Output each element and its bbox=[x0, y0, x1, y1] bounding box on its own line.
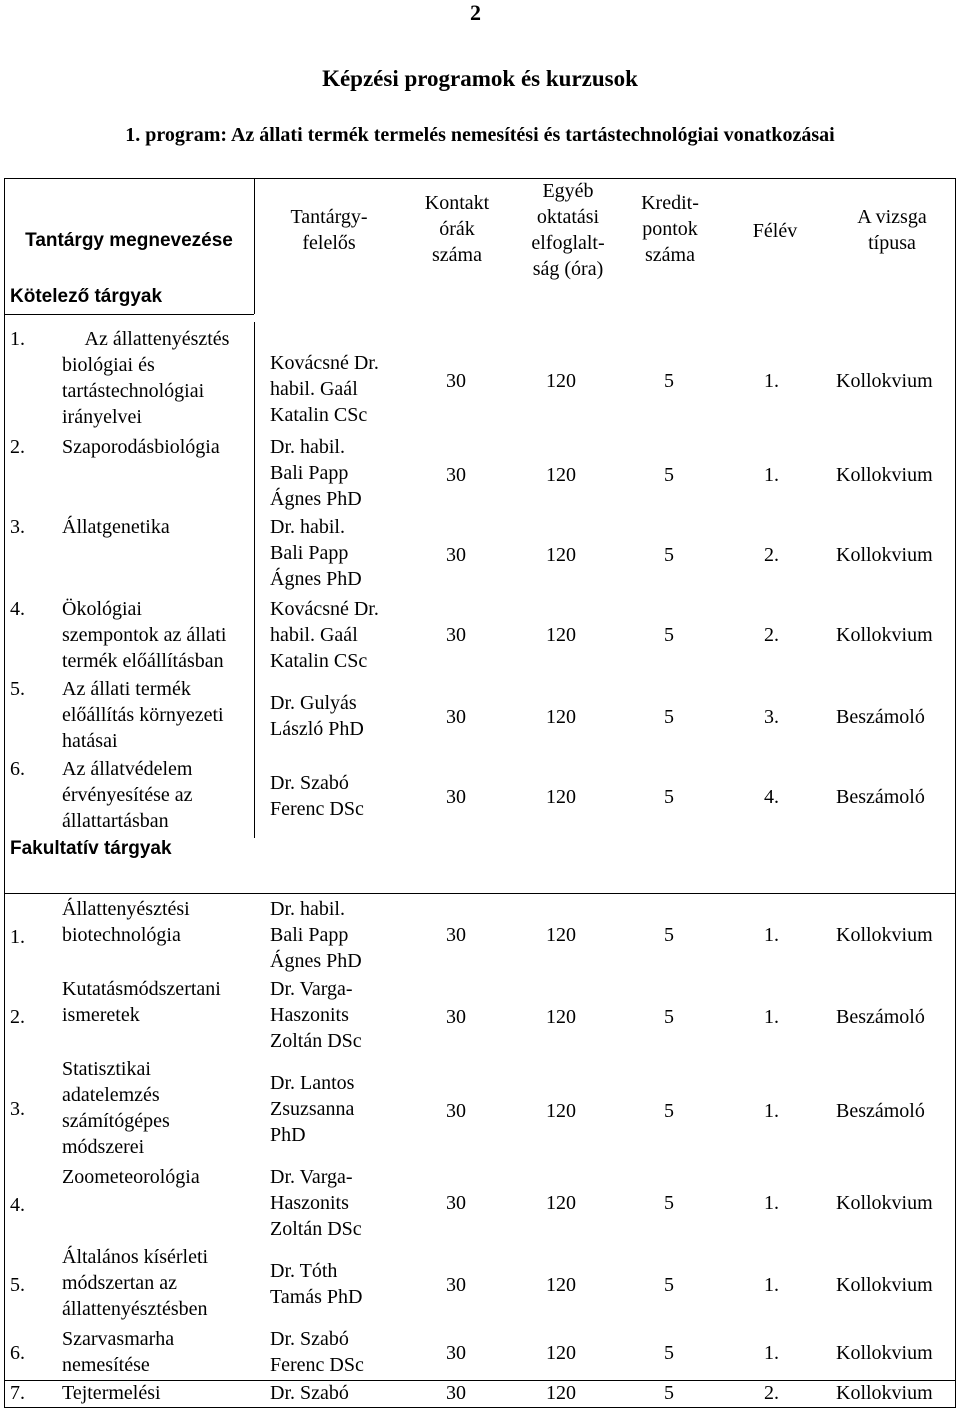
semester: 1. bbox=[764, 370, 779, 392]
exam-type: Kollokvium bbox=[836, 370, 933, 392]
row-number: 1. bbox=[10, 926, 25, 948]
contact-hours: 30 bbox=[446, 624, 466, 646]
credits: 5 bbox=[664, 1342, 674, 1364]
contact-hours: 30 bbox=[446, 786, 466, 808]
row-number: 1. bbox=[10, 328, 25, 350]
exam-type: Kollokvium bbox=[836, 1192, 933, 1214]
contact-hours: 30 bbox=[446, 924, 466, 946]
responsible-person: Dr. Szabó bbox=[270, 1382, 349, 1404]
header-subject: Tantárgy megnevezése bbox=[25, 230, 233, 251]
exam-type: Kollokvium bbox=[836, 464, 933, 486]
other-hours: 120 bbox=[546, 464, 576, 486]
responsible-person: Kovácsné Dr. habil. Gaál Katalin CSc bbox=[270, 598, 379, 672]
other-hours: 120 bbox=[546, 624, 576, 646]
row-number: 6. bbox=[10, 1342, 25, 1364]
other-hours: 120 bbox=[546, 786, 576, 808]
semester: 1. bbox=[764, 1100, 779, 1122]
responsible-person: Dr. Varga- Haszonits Zoltán DSc bbox=[270, 1166, 362, 1240]
subject-name: Az állati termék előállítás környezeti hatásai bbox=[62, 678, 224, 752]
subject-name: Tejtermelési bbox=[62, 1382, 161, 1404]
header-divider bbox=[254, 178, 255, 314]
semester: 1. bbox=[764, 464, 779, 486]
header-contact-hours: Kontakt órák száma bbox=[424, 192, 490, 266]
subject-name: Szaporodásbiológia bbox=[62, 436, 220, 458]
row-number: 4. bbox=[10, 1194, 25, 1216]
header-other-hours: Egyéb oktatási elfoglalt- ság (óra) bbox=[531, 180, 605, 280]
other-hours: 120 bbox=[546, 544, 576, 566]
other-hours: 120 bbox=[546, 1100, 576, 1122]
other-hours: 120 bbox=[546, 706, 576, 728]
credits: 5 bbox=[664, 1274, 674, 1296]
optional-section-divider bbox=[4, 893, 956, 894]
responsible-person: Kovácsné Dr. habil. Gaál Katalin CSc bbox=[270, 352, 379, 426]
subject-name: Kutatásmódszertani ismeretek bbox=[62, 978, 221, 1026]
subject-name: Statisztikai adatelemzés számítógépes módszerei bbox=[62, 1058, 170, 1158]
page-number: 2 bbox=[470, 0, 481, 25]
contact-hours: 30 bbox=[446, 706, 466, 728]
responsible-person: Dr. habil. Bali Papp Ágnes PhD bbox=[270, 898, 362, 972]
responsible-person: Dr. Gulyás László PhD bbox=[270, 692, 364, 740]
credits: 5 bbox=[664, 370, 674, 392]
contact-hours: 30 bbox=[446, 1006, 466, 1028]
contact-hours: 30 bbox=[446, 1342, 466, 1364]
other-hours: 120 bbox=[546, 1342, 576, 1364]
credits: 5 bbox=[664, 1192, 674, 1214]
credits: 5 bbox=[664, 1100, 674, 1122]
other-hours: 120 bbox=[546, 924, 576, 946]
exam-type: Beszámoló bbox=[836, 1100, 925, 1122]
responsible-person: Dr. habil. Bali Papp Ágnes PhD bbox=[270, 436, 362, 510]
contact-hours: 30 bbox=[446, 544, 466, 566]
credits: 5 bbox=[664, 1006, 674, 1028]
contact-hours: 30 bbox=[446, 370, 466, 392]
credits: 5 bbox=[664, 706, 674, 728]
row-number: 4. bbox=[10, 598, 25, 620]
program-heading: 1. program: Az állati termék termelés nemesítési és tartástechnológiai vonatkozásai bbox=[125, 124, 835, 146]
row-number: 2. bbox=[10, 1006, 25, 1028]
subject-name: Az állatvédelem érvényesítése az állattartásban bbox=[62, 758, 193, 832]
row-number: 6. bbox=[10, 758, 25, 780]
exam-type: Kollokvium bbox=[836, 544, 933, 566]
semester: 2. bbox=[764, 544, 779, 566]
credits: 5 bbox=[664, 924, 674, 946]
subject-name: Szarvasmarha nemesítése bbox=[62, 1328, 175, 1376]
subject-name: Zoometeorológia bbox=[62, 1166, 200, 1188]
semester: 2. bbox=[764, 624, 779, 646]
subject-name: Állatgenetika bbox=[62, 516, 170, 538]
semester: 1. bbox=[764, 1274, 779, 1296]
exam-type: Kollokvium bbox=[836, 1342, 933, 1364]
responsible-person: Dr. Varga- Haszonits Zoltán DSc bbox=[270, 978, 362, 1052]
mandatory-label-underline bbox=[4, 314, 254, 315]
semester: 1. bbox=[764, 1342, 779, 1364]
exam-type: Kollokvium bbox=[836, 1382, 933, 1404]
semester: 1. bbox=[764, 924, 779, 946]
responsible-person: Dr. Lantos Zsuzsanna PhD bbox=[270, 1072, 355, 1146]
credits: 5 bbox=[664, 1382, 674, 1404]
subject-column-divider bbox=[254, 322, 255, 838]
contact-hours: 30 bbox=[446, 464, 466, 486]
page-title: Képzési programok és kurzusok bbox=[322, 66, 638, 91]
semester: 1. bbox=[764, 1006, 779, 1028]
exam-type: Kollokvium bbox=[836, 624, 933, 646]
row-number: 2. bbox=[10, 436, 25, 458]
other-hours: 120 bbox=[546, 370, 576, 392]
semester: 1. bbox=[764, 1192, 779, 1214]
header-semester: Félév bbox=[752, 220, 798, 242]
contact-hours: 30 bbox=[446, 1100, 466, 1122]
row-number: 3. bbox=[10, 1098, 25, 1120]
credits: 5 bbox=[664, 464, 674, 486]
exam-type: Beszámoló bbox=[836, 706, 925, 728]
exam-type: Kollokvium bbox=[836, 924, 933, 946]
header-responsible: Tantárgy- felelős bbox=[290, 206, 368, 254]
other-hours: 120 bbox=[546, 1382, 576, 1404]
row-number: 5. bbox=[10, 1274, 25, 1296]
contact-hours: 30 bbox=[446, 1382, 466, 1404]
responsible-person: Dr. Tóth Tamás PhD bbox=[270, 1260, 363, 1308]
credits: 5 bbox=[664, 624, 674, 646]
semester: 3. bbox=[764, 706, 779, 728]
contact-hours: 30 bbox=[446, 1274, 466, 1296]
semester: 2. bbox=[764, 1382, 779, 1404]
exam-type: Kollokvium bbox=[836, 1274, 933, 1296]
subject-name: Az állattenyésztés biológiai és tartástechnológiai irányelvei bbox=[62, 328, 230, 428]
row-number: 7. bbox=[10, 1382, 25, 1404]
subject-name: Állattenyésztési biotechnológia bbox=[62, 898, 190, 946]
exam-type: Beszámoló bbox=[836, 1006, 925, 1028]
credits: 5 bbox=[664, 786, 674, 808]
other-hours: 120 bbox=[546, 1192, 576, 1214]
contact-hours: 30 bbox=[446, 1192, 466, 1214]
subject-name: Ökológiai szempontok az állati termék előállításban bbox=[62, 598, 227, 672]
responsible-person: Dr. Szabó Ferenc DSc bbox=[270, 1328, 364, 1376]
row-number: 3. bbox=[10, 516, 25, 538]
mandatory-section-label: Kötelező tárgyak bbox=[10, 286, 163, 307]
credits: 5 bbox=[664, 544, 674, 566]
header-credits: Kredit- pontok száma bbox=[641, 192, 699, 266]
exam-type: Beszámoló bbox=[836, 786, 925, 808]
subject-name: Általános kísérleti módszertan az állattenyésztésben bbox=[62, 1246, 209, 1320]
semester: 4. bbox=[764, 786, 779, 808]
other-hours: 120 bbox=[546, 1006, 576, 1028]
optional-section-label: Fakultatív tárgyak bbox=[10, 838, 172, 859]
row-number: 5. bbox=[10, 678, 25, 700]
other-hours: 120 bbox=[546, 1274, 576, 1296]
header-exam-type: A vizsga típusa bbox=[857, 206, 927, 254]
responsible-person: Dr. habil. Bali Papp Ágnes PhD bbox=[270, 516, 362, 590]
responsible-person: Dr. Szabó Ferenc DSc bbox=[270, 772, 364, 820]
